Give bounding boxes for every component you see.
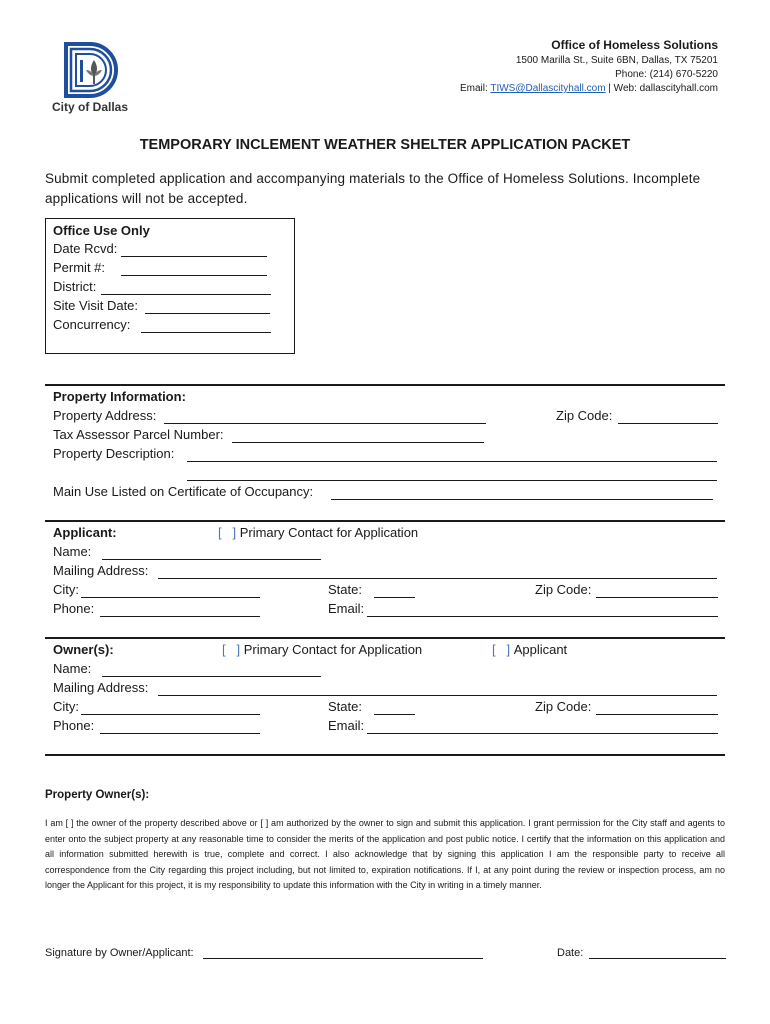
owner-zip-field[interactable]	[596, 714, 718, 715]
applicant-city-field[interactable]	[81, 597, 260, 598]
description-field[interactable]	[187, 461, 717, 462]
office-use-heading: Office Use Only	[53, 223, 150, 238]
logo-text: City of Dallas	[52, 100, 129, 114]
applicant-phone-label: Phone:	[53, 601, 95, 616]
owner-mailing-label: Mailing Address:	[53, 680, 149, 695]
description-field-line-2[interactable]	[187, 480, 717, 481]
web-text: | Web: dallascityhall.com	[605, 83, 718, 94]
applicant-primary-label: Primary Contact for Application	[239, 525, 419, 540]
applicant-mailing-label: Mailing Address:	[53, 563, 149, 578]
property-zip-field[interactable]	[618, 423, 718, 424]
applicant-name-label: Name:	[53, 544, 92, 559]
page-title: TEMPORARY INCLEMENT WEATHER SHELTER APPLICATION PACKET	[139, 137, 631, 153]
owner-city-field[interactable]	[81, 714, 260, 715]
checkbox-bracket-icon: [ ]	[222, 642, 241, 657]
certification-text: I am [ ] the owner of the property described above or [ ] am authorized by the owner to sign and submit this application. I grant permission for the City staff and agents to enter onto the subject property at any reasonable time to consider the merits of the application and post public notice. I certify that the information on this application and all information submitted herewith is true, complete and correct. I also acknowledge that by signing this application I am the responsible party to receive all correspondence from the City regarding this project including, but not limited to, expiration notifications. If I, at any point during the review or inspection process, am no longer the Applicant for this project, it is my responsibility to update this information with the City in writing in a timely manner.	[45, 818, 725, 891]
owner-mailing-field[interactable]	[158, 695, 717, 696]
owner-email-field[interactable]	[367, 733, 718, 734]
office-name: Office of Homeless Solutions	[551, 38, 718, 52]
checkbox-bracket-icon: [ ]	[218, 525, 237, 540]
date-label: Date:	[557, 947, 584, 959]
applicant-zip-label: Zip Code:	[535, 582, 592, 597]
owner-applicant-checkbox[interactable]	[492, 642, 567, 658]
applicant-state-label: State:	[328, 582, 362, 597]
description-label: Property Description:	[53, 446, 175, 461]
owner-primary-label: Primary Contact for Application	[243, 642, 423, 657]
parcel-field[interactable]	[232, 442, 484, 443]
owner-phone-field[interactable]	[100, 733, 260, 734]
site-visit-label: Site Visit Date:	[53, 298, 139, 313]
main-use-label: Main Use Listed on Certificate of Occupancy:	[53, 484, 314, 499]
owner-applicant-label: Applicant	[513, 642, 568, 657]
email-label: Email:	[459, 83, 491, 94]
applicant-section-divider	[45, 520, 725, 522]
dallas-d-logo-icon	[60, 40, 140, 100]
concurrency-label: Concurrency:	[53, 317, 131, 332]
owner-section-bottom-divider	[45, 754, 725, 756]
date-rcvd-field[interactable]	[121, 256, 267, 257]
email-link[interactable]: TIWS@Dallascityhall.com	[490, 83, 606, 94]
owner-city-label: City:	[53, 699, 79, 714]
district-field[interactable]	[101, 294, 271, 295]
property-section-divider	[45, 384, 725, 386]
signature-label: Signature by Owner/Applicant:	[45, 947, 194, 959]
certification-heading: Property Owner(s):	[45, 789, 150, 801]
permit-label: Permit #:	[53, 260, 106, 275]
applicant-phone-field[interactable]	[100, 616, 260, 617]
applicant-email-field[interactable]	[367, 616, 718, 617]
applicant-zip-field[interactable]	[596, 597, 718, 598]
property-heading: Property Information:	[53, 389, 186, 404]
office-address: 1500 Marilla St., Suite 6BN, Dallas, TX 75201	[515, 55, 718, 66]
property-zip-label: Zip Code:	[556, 408, 613, 423]
owner-phone-label: Phone:	[53, 718, 95, 733]
owner-name-field[interactable]	[102, 676, 321, 677]
concurrency-field[interactable]	[141, 332, 271, 333]
owner-zip-label: Zip Code:	[535, 699, 592, 714]
applicant-state-field[interactable]	[374, 597, 415, 598]
applicant-heading: Applicant:	[53, 525, 117, 540]
intro-text: Submit completed application and accompanying materials to the Office of Homeless Solutions. Incomplete applications will not be accepted.	[45, 171, 701, 206]
owner-state-label: State:	[328, 699, 362, 714]
office-phone: Phone: (214) 670-5220	[615, 69, 718, 80]
office-contact	[460, 83, 718, 94]
parcel-label: Tax Assessor Parcel Number:	[53, 427, 224, 442]
signature-field[interactable]	[203, 958, 483, 959]
applicant-email-label: Email:	[328, 601, 365, 616]
city-logo	[52, 40, 132, 116]
applicant-name-field[interactable]	[102, 559, 321, 560]
owner-primary-checkbox[interactable]	[222, 642, 422, 658]
date-rcvd-label: Date Rcvd:	[53, 241, 118, 256]
date-field[interactable]	[589, 958, 726, 959]
district-label: District:	[53, 279, 97, 294]
owner-state-field[interactable]	[374, 714, 415, 715]
site-visit-field[interactable]	[145, 313, 270, 314]
main-use-field[interactable]	[331, 499, 713, 500]
checkbox-bracket-icon: [ ]	[492, 642, 511, 657]
property-address-label: Property Address:	[53, 408, 157, 423]
permit-field[interactable]	[121, 275, 267, 276]
owner-section-divider	[45, 637, 725, 639]
property-address-field[interactable]	[164, 423, 486, 424]
owner-name-label: Name:	[53, 661, 92, 676]
applicant-primary-checkbox[interactable]	[218, 525, 418, 541]
owner-heading: Owner(s):	[53, 642, 114, 657]
applicant-mailing-field[interactable]	[158, 578, 717, 579]
owner-email-label: Email:	[328, 718, 365, 733]
applicant-city-label: City:	[53, 582, 79, 597]
